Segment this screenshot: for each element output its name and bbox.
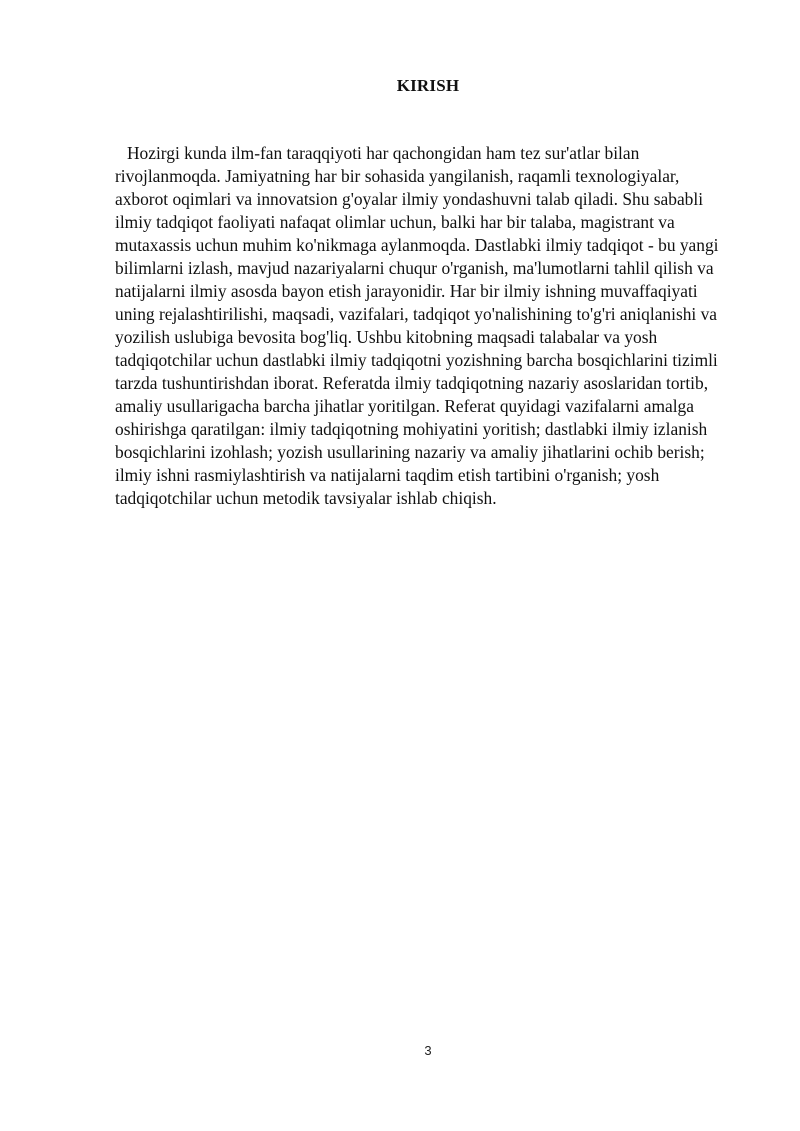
introduction-paragraph: Hozirgi kunda ilm-fan taraqqiyoti har qachongidan ham tez sur'atlar bilan rivojlanmoqda. Jamiyatning har bir sohasida yangilanish, raqamli texnologiyalar, axborot oqimlari va innovatsion g'oyalar ilmiy yondashuvni talab qiladi. Shu sababli ilmiy tadqiqot faoliyati nafaqat olimlar uchun, balki har bir talaba, magistrant va mutaxassis uchun muhim ko'nikmaga aylanmoqda. Dastlabki ilmiy tadqiqot - bu yangi bilimlarni izlash, mavjud nazariyalarni chuqur o'rganish, ma'lumotlarni tahlil qilish va natijalarni ilmiy asosda bayon etish jarayonidir. Har bir ilmiy ishning muvaffaqiyati uning rejalashtirilishi, maqsadi, vazifalari, tadqiqot yo'nalishining to'g'ri aniqlanishi va yozilish uslubiga bevosita bog'liq. Ushbu kitobning maqsadi talabalar va yosh tadqiqotchilar uchun dastlabki ilmiy tadqiqotni yozishning barcha bosqichlarini tizimli tarzda tushuntirishdan iborat. Referatda ilmiy tadqiqotning nazariy asoslaridan tortib, amaliy usullarigacha barcha jihatlar yoritilgan. Referat quyidagi vazifalarni amalga oshirishga qaratilgan: ilmiy tadqiqotning mohiyatini yoritish; dastlabki ilmiy izlanish bosqichlarini izohlash; yozish usullarining nazariy va amaliy jihatlarini ochib berish; ilmiy ishni rasmiylashtirish va natijalarni taqdim etish tartibini o'rganish; yosh tadqiqotchilar uchun metodik tavsiyalar ishlab chiqish.	[115, 143, 719, 508]
section-heading: KIRISH	[396, 76, 460, 95]
page-number: 3	[424, 1043, 432, 1058]
